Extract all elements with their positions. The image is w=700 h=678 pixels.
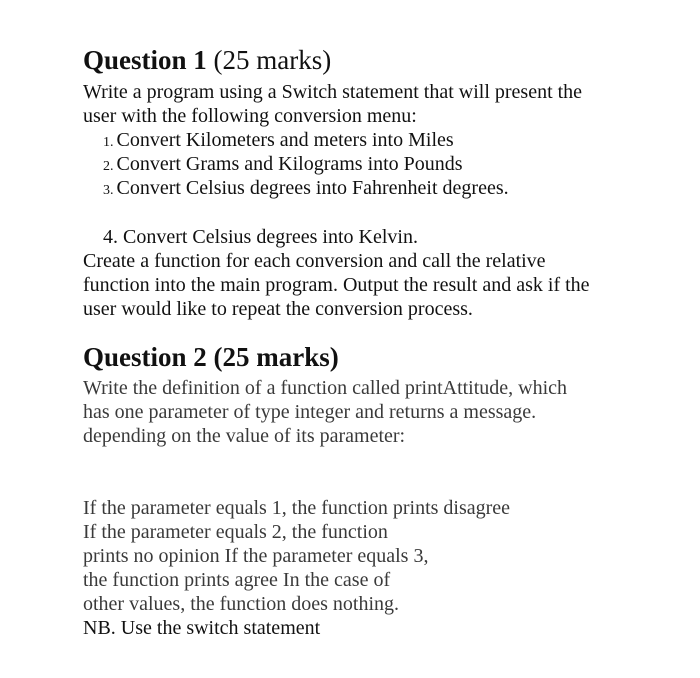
question2-intro-line-3: depending on the value of its parameter: <box>83 425 406 447</box>
question1-closing-line-3: user would like to repeat the conversion process. <box>83 298 473 320</box>
question2-detail-line-1: If the parameter equals 1, the function prints disagree <box>83 497 511 519</box>
menu-item-4: 4. Convert Celsius degrees into Kelvin. <box>103 226 418 248</box>
menu-item-number: 1. <box>103 135 114 150</box>
question2-intro-line-2: has one parameter of type integer and returns a message. <box>83 401 537 423</box>
menu-item-3 <box>103 176 509 203</box>
question1-title: Question 1 <box>83 45 207 75</box>
question2-detail-line-5: other values, the function does nothing. <box>83 593 400 615</box>
menu-item-number: 3. <box>103 183 114 198</box>
question1-heading <box>83 44 331 76</box>
menu-item-text: Convert Grams and Kilograms into Pounds <box>116 153 463 175</box>
question2-detail-line-4: the function prints agree In the case of <box>83 569 391 591</box>
menu-item-1 <box>103 128 454 155</box>
question1-closing-line-1: Create a function for each conversion and call the relative <box>83 250 546 272</box>
question1-intro-line-1: Write a program using a Switch statement that will present the <box>83 81 583 103</box>
question2-detail-line-3: prints no opinion If the parameter equals 3, <box>83 545 429 567</box>
menu-item-number: 2. <box>103 159 114 174</box>
question2-detail-line-6: NB. Use the switch statement <box>83 617 321 639</box>
question1-marks: (25 marks) <box>213 45 332 75</box>
menu-item-text: Convert Celsius degrees into Fahrenheit degrees. <box>116 177 509 199</box>
question1-intro-line-2: user with the following conversion menu: <box>83 105 417 127</box>
question2-intro-line-1: Write the definition of a function called printAttitude, which <box>83 377 568 399</box>
menu-item-2 <box>103 152 463 179</box>
question1-closing-line-2: function into the main program. Output the result and ask if the <box>83 274 590 296</box>
menu-item-text: Convert Kilometers and meters into Miles <box>116 129 454 151</box>
question2-heading: Question 2 (25 marks) <box>83 342 339 372</box>
question2-detail-line-2: If the parameter equals 2, the function <box>83 521 388 543</box>
